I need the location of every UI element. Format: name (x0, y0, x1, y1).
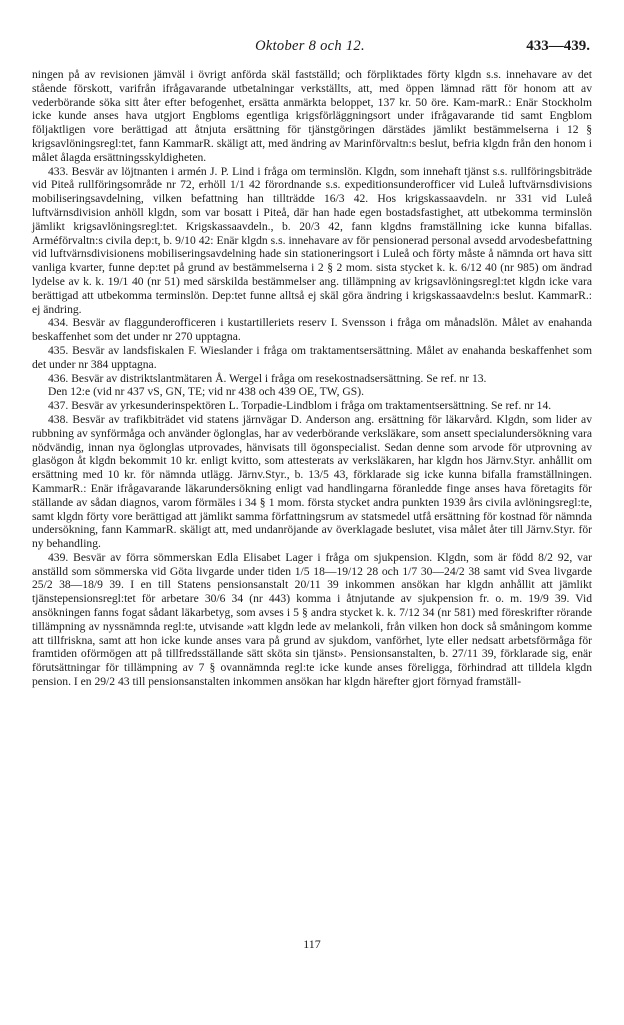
page-number: 117 (303, 937, 321, 951)
entry-433: 433. Besvär av löjtnanten i armén J. P. Lind i fråga om terminslön. Klgdn, som innehaft tjänst s.s. rullföringsbiträde vid Piteå rullföringsområde nr 72, erhöll 1/1 42 förordnande s.s. expeditionsunderofficer vid Luleå luftvärnsdivisions mobiliseringsavdelning, vilken befattning han tillträdde 16/3 42. Hos krigskassaavdeln. nr 331 vid Luleå luftvärnsdivision anhöll klgdn, som var bosatt i Piteå, där han hade egen bostadsfastighet, att utbekomma terminslön jämlikt krigsavlöningsregl:tet. Krigskassaavdeln., b. 20/3 42, fann klgdns framställning icke kunna bifallas. Arméförvaltn:s civila dep:t, b. 9/10 42: Enär klgdn s.s. innehavare av för pensionerad personal avsedd arvodesbefattning vid luftvärnsdivisionens mobiliseringsavdelning hade sin stationeringsort i Luleå och förty måste å nämnda ort hava sitt vanliga kvarter, funne dep:tet på grund av bestämmelserna i 2 § 2 mom. sista stycket k. k. 6/12 40 (nr 985) om ändrad lydelse av k. k. 19/1 40 (nr 51) med särskilda bestämmelser ang. tillämpning av krigsavlöningsregl:tet klgdn icke vara berättigad att utbekomma terminslön. Dep:tet funne alltså ej skäl göra ändring i krigskassaavdeln:s beslut. KammarR.: ej ändring. (32, 164, 592, 316)
entry-438: 438. Besvär av trafikbiträdet vid statens järnvägar D. Anderson ang. ersättning för läkarvård. Klgdn, som lider av rubbning av synförmåga och använder öglonglas, har av vederbörande verksläkare, som ansett specialundersökning vara nödvändig, innan nya öglonglas utprovades, hänvisats till ögonspecialist. Sedan denne som arvode för utprovning av glasögon åt klgdn bekommit 10 kr. enligt kvitto, som attesterats av verksläkaren, har klgdn hos Järnv.Styr. anhållit om ersättning med 10 kr. för nämnda utlägg. Järnv.Styr., b. 13/5 43, förklarade sig icke kunna bifalla framställningen. KammarR.: Enär ifrågavarande läkarundersökning enligt vad handlingarna föranledde finge anses hava företagits för ställande av sådan diagnos, varom förmäles i 34 § 1 mom. första stycket andra punkten 1939 års civila avlöningsregl:te, samt klgdn förty vore berättigad att jämlikt samma författningsrum av statsmedel utfå ersättning för kostnad för nämnda undersökning, fann KammarR. skäligt att, med undanröjande av överklagade beslutet, visa målet åter till Järnv.Styr. för ny behandling. (32, 412, 592, 551)
entry-435: 435. Besvär av landsfiskalen F. Wieslander i fråga om traktamentsersättning. Målet av enahanda beskaffenhet som det under nr 384 upptagna. (32, 343, 592, 371)
entry-439: 439. Besvär av förra sömmerskan Edla Elisabet Lager i fråga om sjukpension. Klgdn, som är född 8/2 92, var anställd som sömmerska vid Göta livgarde under tiden 1/5 18—19/12 28 och 1/7 30—24/2 38 samt vid Svea livgarde 25/2 38—18/9 39. I en till Statens pensionsanstalt 20/11 39 inkommen ansökan har klgdn anhållit att jämlikt tjänstepensionsregl:tet för arbetare 30/6 34 (nr 443) komma i åtnjutande av sjukpension fr. o. m. 19/9 39. Vid ansökningen fanns fogat sådant läkarbetyg, som avses i 5 § andra stycket k. k. 7/12 34 (nr 581) med föreskrifter rörande tillämpning av nyssnämnda regl:te, utvisande »att klgdn lede av melankoli, från vilken hon dock så småningom komme att tillfriskna, samt att hon icke kunde anses vara på grund av sjukdom, vanförhet, lyte eller nedsatt arbetsförmåga för framtiden oförmögen att på tillfredsställande sätt sköta sin tjänst». Pensionsanstalten, b. 27/11 39, förklarade sig, enär förutsättningar för tillämpning av 7 § ovannämnda regl:te icke kunde anses föreligga, förhindrad att tilldela klgdn pension. I en 29/2 43 till pensionsanstalten inkommen ansökan har klgdn härefter gjort förnyad framställ- (32, 550, 592, 689)
entry-range: 433—439. (526, 38, 590, 54)
page-header (30, 38, 590, 58)
entry-436: 436. Besvär av distriktslantmätaren Å. Wergel i fråga om resekostnadsersättning. Se ref. nr 13. (48, 371, 487, 385)
page-body (32, 68, 592, 689)
continuation-paragraph: ningen på av revisionen jämväl i övrigt anförda skäl fastställd; och förpliktades förty klgdn s.s. innehavare av det stående förskott, varifrån ifrågavarande utbetalningar verkställts, att, med öppen lämnad rätt för honom att av vederbörande söka sitt åter efter befogenhet, ersätta anmärkta beloppet, 137 kr. 50 öre. Kam-marR.: Enär Stockholm icke kunde anses hava utgjort Engbloms egentliga krigsförläggningsort under ifrågavarande tid samt Engblom följaktligen vore berättigad att åtnjuta ersättning för tjänstgöringen därstädes jämlikt bestämmelserna i 12 § krigsavlöningsregl:tet, fann KammarR. skäligt att, med ändring av Marinförvaltn:s beslut, befria klgdn från den honom i målet ålagda ersättningsskyldigheten. (32, 68, 592, 164)
entry-437: 437. Besvär av yrkesunderinspektören L. Torpadie-Lindblom i fråga om traktamentsersättning. Se ref. nr 14. (48, 399, 552, 413)
running-title: Oktober 8 och 12. (255, 38, 365, 54)
entry-434: 434. Besvär av flaggunderofficeren i kustartilleriets reserv I. Svensson i fråga om månadslön. Målet av enahanda beskaffenhet som det under nr 270 upptagna. (32, 316, 592, 344)
date-heading: Den 12:e (vid nr 437 vS, GN, TE; vid nr 438 och 439 OE, TW, GS). (48, 385, 365, 399)
